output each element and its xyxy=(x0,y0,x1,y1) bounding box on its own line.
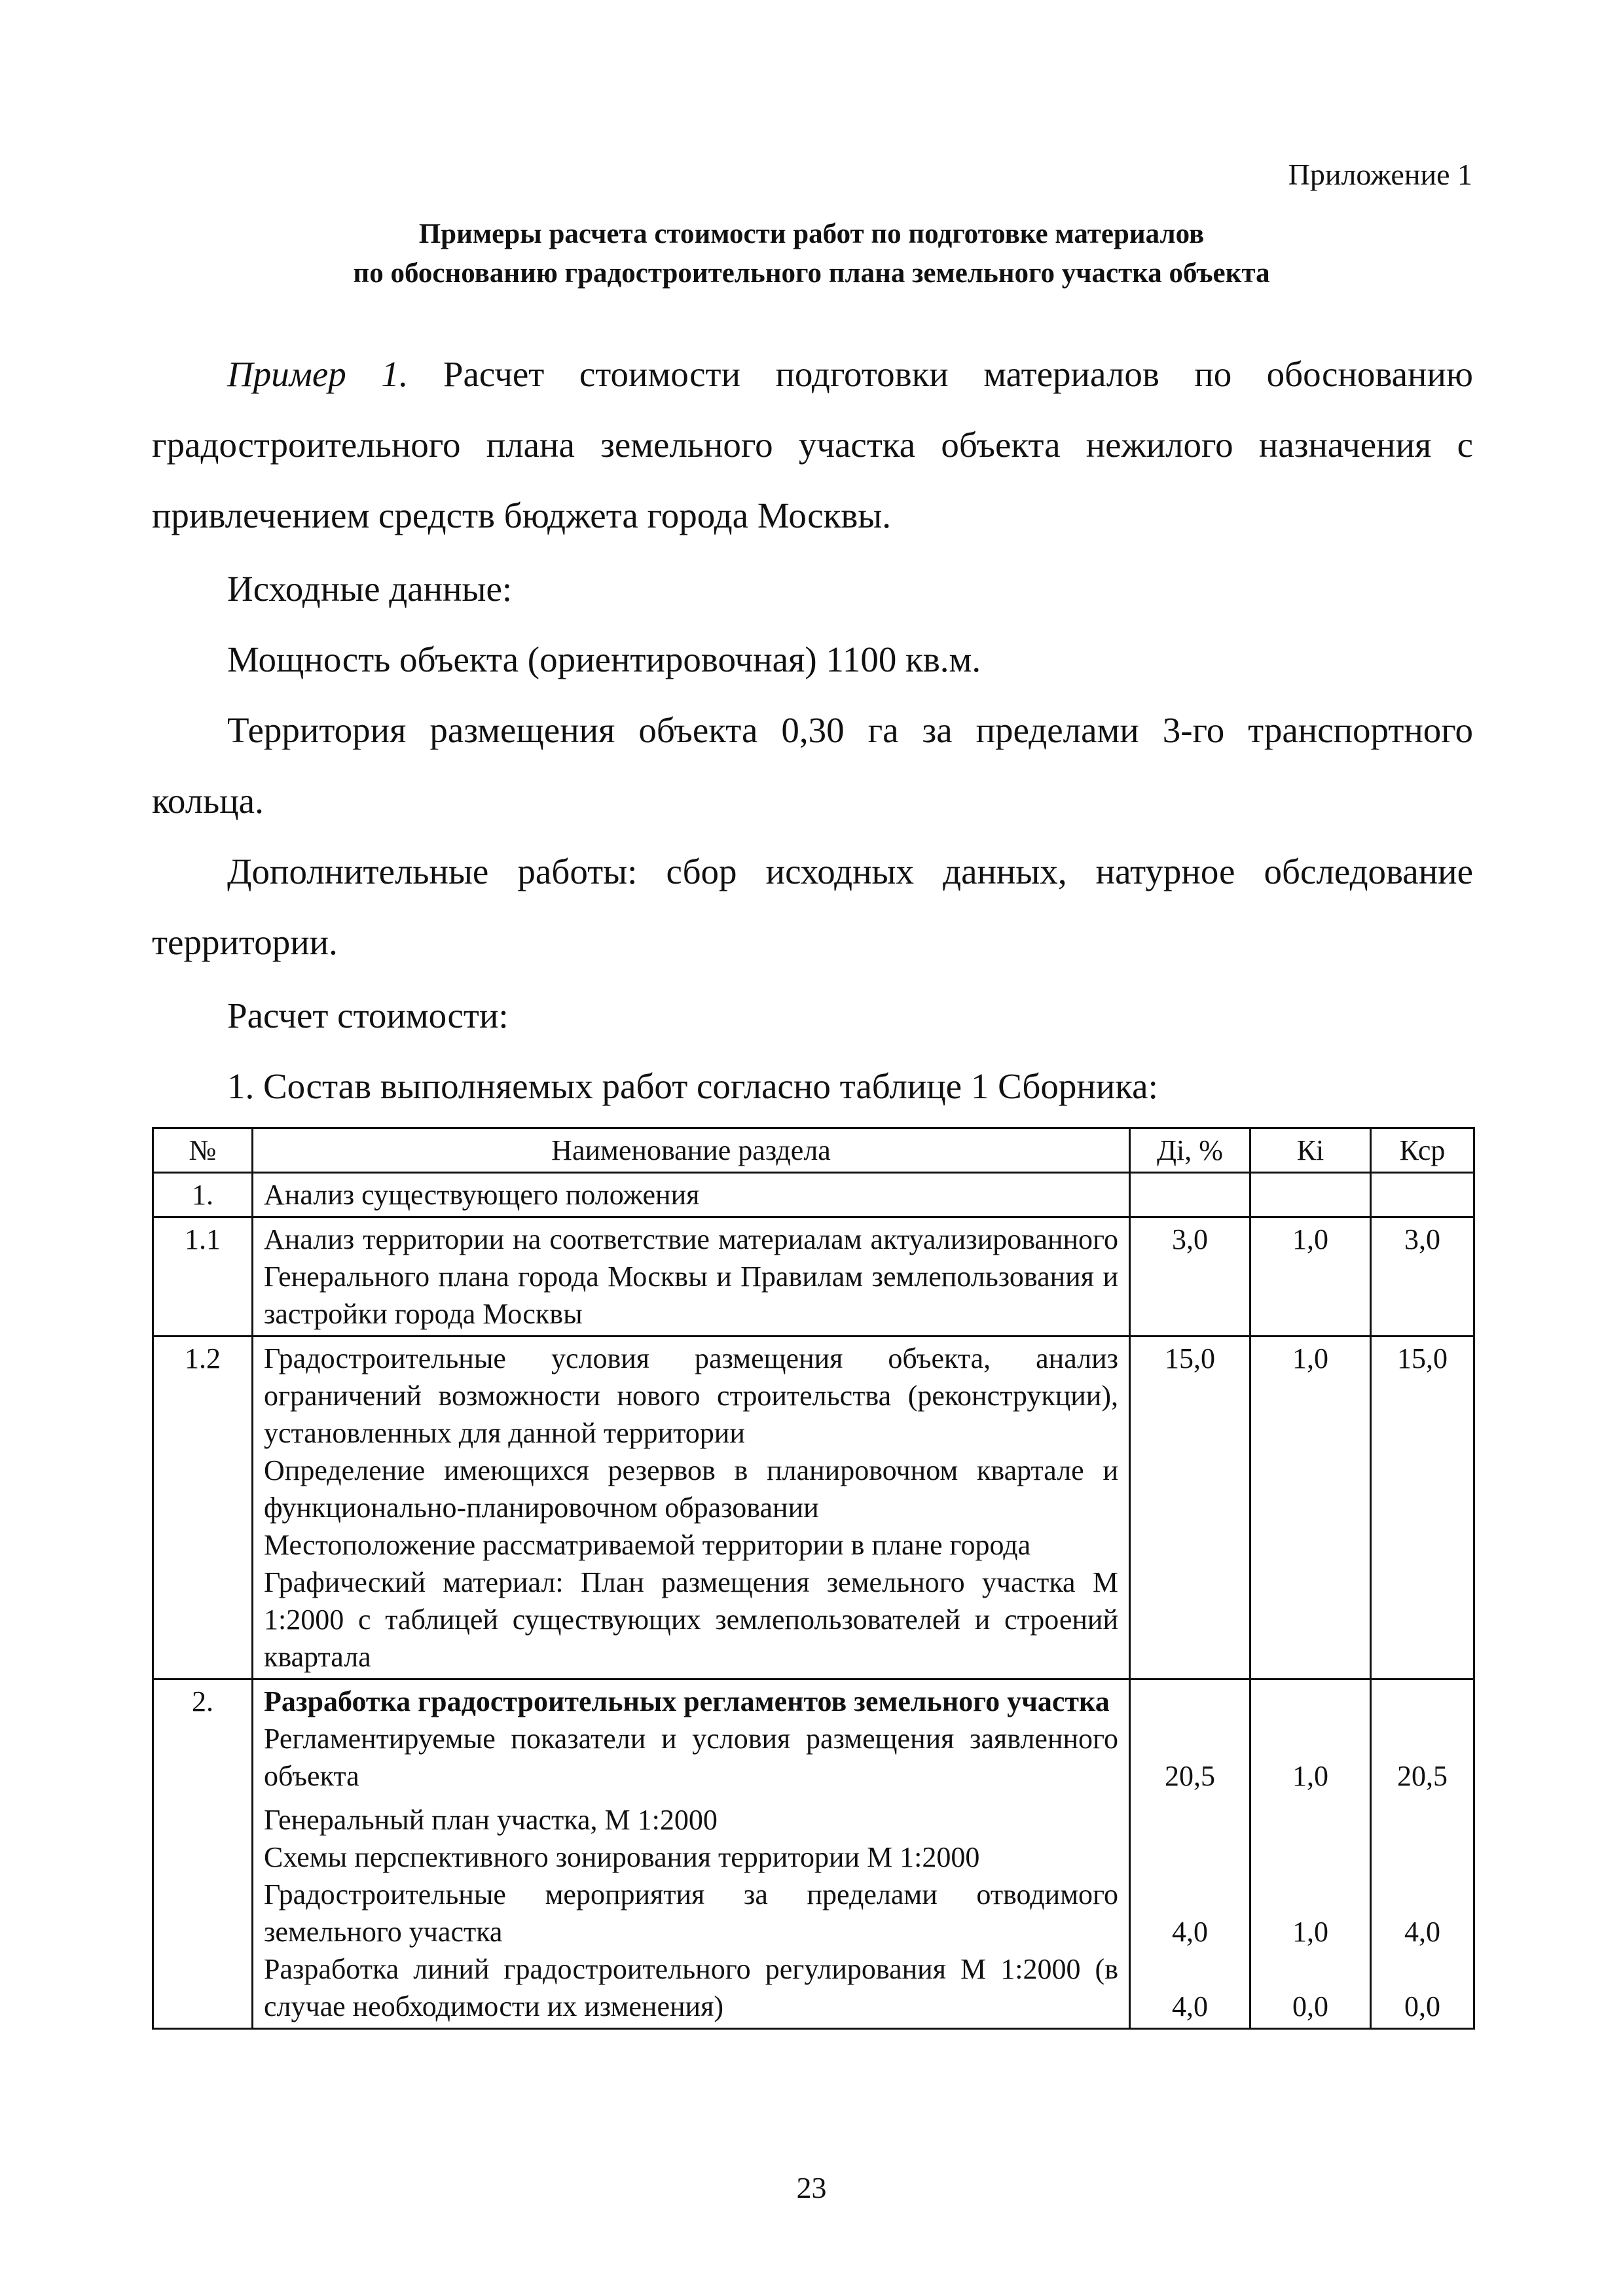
page-title xyxy=(151,215,1472,293)
header-num: № xyxy=(153,1128,253,1173)
row-d xyxy=(1130,1679,1250,2029)
sub-value: 4,0 xyxy=(1172,1990,1208,2022)
sub-value: 20,5 xyxy=(1397,1760,1448,1792)
sub-value: 1,0 xyxy=(1292,1916,1328,1948)
sub-value: 1,0 xyxy=(1292,1760,1328,1792)
row-ksr xyxy=(1371,1679,1474,2029)
header-ksr: Кср xyxy=(1371,1128,1474,1173)
row-section-title: Разработка градостроительных регламентов земельного участка xyxy=(264,1685,1110,1717)
example-text: Расчет стоимости подготовки материалов по обоснованию градостроительного плана земельного участка объекта нежилого назначения с привлечением средств бюджета города Москвы. xyxy=(152,354,1473,535)
row-name-part: Градостроительные условия размещения объекта, анализ ограничений возможности нового строительства (реконструкции), установленных для данной территории xyxy=(264,1342,1118,1449)
row-sub-item: Генеральный план участка, М 1:2000 xyxy=(264,1804,718,1836)
row-name-part: Графический материал: План размещения земельного участка М 1:2000 с таблицей существующих землепользователей и строений квартала xyxy=(264,1566,1118,1673)
example-label: Пример 1. xyxy=(227,354,409,394)
intro-text xyxy=(152,339,1473,1122)
composition-heading: 1. Состав выполняемых работ согласно таблице 1 Сборника: xyxy=(227,1066,1158,1106)
header-name: Наименование раздела xyxy=(253,1128,1130,1173)
row-ksr xyxy=(1371,1173,1474,1217)
row-ksr: 3,0 xyxy=(1371,1217,1474,1336)
row-name-part: Определение имеющихся резервов в планировочном квартале и функционально-планировочном образовании xyxy=(264,1454,1118,1524)
row-k: 1,0 xyxy=(1250,1336,1371,1679)
row-k: 1,0 xyxy=(1250,1217,1371,1336)
row-name xyxy=(253,1679,1130,2029)
table-header-row xyxy=(153,1128,1474,1173)
table-row xyxy=(153,1217,1474,1336)
sub-value: 4,0 xyxy=(1404,1916,1440,1948)
row-sub-item: Схемы перспективного зонирования территории М 1:2000 xyxy=(264,1841,980,1873)
sub-value: 20,5 xyxy=(1165,1760,1215,1792)
row-d: 15,0 xyxy=(1130,1336,1250,1679)
sub-value: 0,0 xyxy=(1292,1990,1328,2022)
row-number: 1.1 xyxy=(153,1217,253,1336)
title-line-1: Примеры расчета стоимости работ по подготовке материалов xyxy=(418,219,1205,249)
row-ksr: 15,0 xyxy=(1371,1336,1474,1679)
title-line-2: по обоснованию градостроительного плана земельного участка объекта xyxy=(353,258,1270,289)
calc-heading: Расчет стоимости: xyxy=(227,996,509,1035)
capacity-paragraph: Мощность объекта (ориентировочная) 1100 кв.м. xyxy=(227,639,981,679)
header-k: Кi xyxy=(1250,1128,1371,1173)
table-row xyxy=(153,1336,1474,1679)
header-d: Дi, % xyxy=(1130,1128,1250,1173)
row-number: 1.2 xyxy=(153,1336,253,1679)
row-name: Анализ территории на соответствие материалам актуализированного Генерального плана города Москвы и Правилам землепользования и застройки города Москвы xyxy=(253,1217,1130,1336)
sub-value: 4,0 xyxy=(1172,1916,1208,1948)
extra-work-paragraph: Дополнительные работы: сбор исходных данных, натурное обследование территории. xyxy=(152,852,1473,962)
row-d: 3,0 xyxy=(1130,1217,1250,1336)
row-number: 1. xyxy=(153,1173,253,1217)
row-d xyxy=(1130,1173,1250,1217)
sub-value: 0,0 xyxy=(1404,1990,1440,2022)
row-name xyxy=(253,1336,1130,1679)
works-table xyxy=(152,1127,1475,2030)
appendix-label: Приложение 1 xyxy=(1288,158,1472,191)
row-k xyxy=(1250,1679,1371,2029)
territory-paragraph: Территория размещения объекта 0,30 га за пределами 3-го транспортного кольца. xyxy=(152,710,1473,821)
row-number: 2. xyxy=(153,1679,253,2029)
row-sub-item: Регламентируемые показатели и условия размещения заявленного объекта xyxy=(264,1723,1118,1792)
row-name-part: Местоположение рассматриваемой территории в плане города xyxy=(264,1529,1031,1561)
row-k xyxy=(1250,1173,1371,1217)
row-sub-item: Градостроительные мероприятия за пределами отводимого земельного участка xyxy=(264,1878,1118,1948)
row-name: Анализ существующего положения xyxy=(253,1173,1130,1217)
table-row xyxy=(153,1679,1474,2029)
page-number: 23 xyxy=(796,2171,827,2204)
example-paragraph xyxy=(152,339,1473,551)
table-row xyxy=(153,1173,1474,1217)
source-data-heading: Исходные данные: xyxy=(227,569,513,609)
row-sub-item: Разработка линий градостроительного регулирования М 1:2000 (в случае необходимости их изменения) xyxy=(264,1953,1118,2022)
